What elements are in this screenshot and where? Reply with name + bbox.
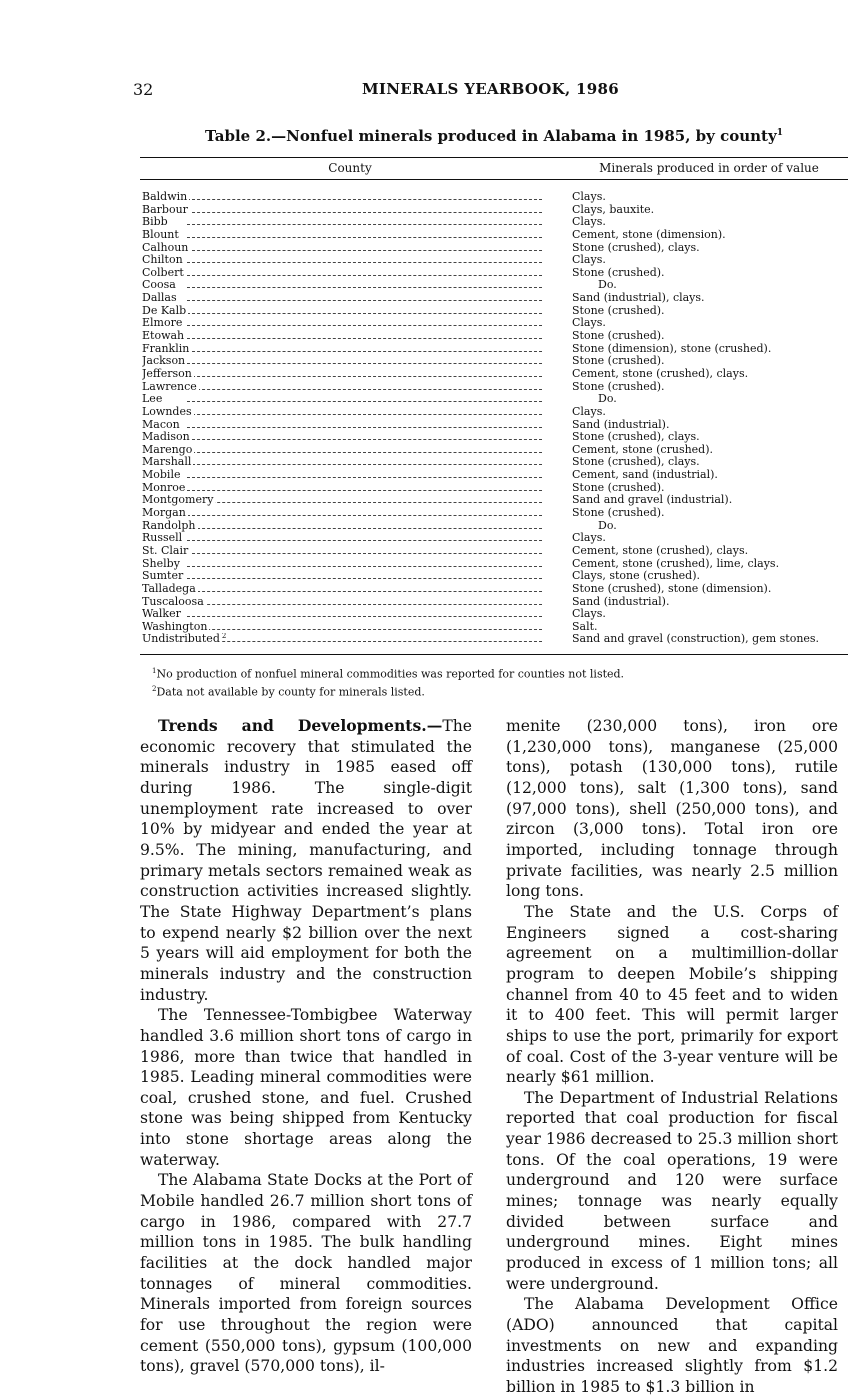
paragraph: The Department of Industrial Relations reported that coal production for fiscal year 1986 decreased to 25.3 million short tons. Of the coal operations, 19 were underground and 120 were surface mines; tonnage was nearly equally divided between surface and underground mines. Eight mines produced in excess of 1 million tons; all were underground.	[506, 1088, 838, 1293]
table-header-rule	[140, 179, 848, 180]
page-number: 32	[133, 80, 154, 99]
dot-leader	[187, 351, 542, 352]
county-name: Marengo	[142, 443, 193, 456]
minerals-cell: Clays.	[572, 607, 606, 621]
county-name: Lowndes	[142, 405, 192, 418]
county-name: Coosa	[142, 279, 176, 292]
table-row	[140, 267, 848, 280]
table-row	[140, 545, 848, 558]
county-name: Jefferson	[142, 367, 192, 380]
county-cell	[142, 583, 552, 596]
minerals-cell: Sand (industrial), clays.	[572, 291, 705, 305]
minerals-cell: Stone (dimension), stone (crushed).	[572, 341, 772, 355]
county-cell	[142, 444, 552, 457]
county-cell	[142, 279, 552, 292]
county-name: Mobile	[142, 469, 181, 482]
table-row	[140, 608, 848, 621]
minerals-cell: Clays.	[572, 316, 606, 330]
county-cell	[142, 330, 552, 343]
dot-leader	[187, 376, 542, 377]
dot-leader	[187, 616, 542, 617]
county-name: Talladega	[142, 582, 196, 595]
county-name: Jackson	[142, 355, 186, 368]
county-name: Lee	[142, 393, 163, 406]
county-cell	[142, 570, 552, 583]
county-name: Dallas	[142, 292, 177, 305]
table-row	[140, 633, 848, 646]
county-name: Morgan	[142, 507, 186, 520]
minerals-cell: Cement, stone (crushed).	[572, 442, 714, 456]
minerals-cell: Clays.	[572, 404, 606, 418]
county-name: St. Clair	[142, 544, 189, 557]
table-row	[140, 229, 848, 242]
page-header	[133, 80, 848, 102]
dot-leader	[187, 287, 542, 288]
county-cell	[142, 633, 552, 646]
county-name: Blount	[142, 228, 179, 241]
dot-leader	[187, 199, 542, 200]
minerals-cell: Sand and gravel (industrial).	[572, 493, 733, 507]
county-cell	[142, 191, 552, 204]
table-row	[140, 507, 848, 520]
county-name: Sumter	[142, 570, 184, 583]
county-name: Baldwin	[142, 191, 188, 203]
dot-leader	[187, 313, 542, 314]
dot-leader	[187, 528, 542, 529]
dot-leader	[187, 401, 542, 402]
minerals-cell: Clays.	[572, 190, 606, 203]
county-cell	[142, 381, 552, 394]
minerals-cell: Clays, bauxite.	[572, 202, 655, 216]
minerals-cell: Stone (crushed).	[572, 379, 665, 393]
paragraph: The Alabama Development Office (ADO) announced that capital investments on new and expanding industries increased slightly from $1.2 billion in 1985 to $1.3 billion in	[506, 1295, 838, 1396]
county-cell	[142, 507, 552, 520]
minerals-cell: Clays, stone (crushed).	[572, 569, 700, 583]
table-row	[140, 330, 848, 343]
minerals-cell: Stone (crushed), clays.	[572, 455, 700, 469]
county-cell	[142, 608, 552, 621]
minerals-cell: Cement, stone (dimension).	[572, 227, 726, 241]
paragraph: Trends and Developments.—The economic recovery that stimulated the minerals industry in 1985 eased off during 1986. The single-digit unemployment rate increased to over 10% by midyear and ended the year at 9.5%. The mining, manufacturing, and primary metals sectors remained weak as construction activities increased slightly. The State Highway Department’s plans to expend nearly $2 billion over the next 5 years will aid employment for both the minerals industry and the construction industry.	[140, 716, 472, 1004]
column-header-county: County	[328, 161, 372, 175]
table-row	[140, 431, 848, 444]
table-row	[140, 292, 848, 305]
paragraph: The State and the U.S. Corps of Engineers signed a cost-sharing agreement on a multimillion-dollar program to deepen Mobile’s shipping channel from 40 to 45 feet and to widen it to 400 feet. This will permit larger ships to use the port, primarily for export of coal. Cost of the 3-year venture will be nearly $61 million.	[506, 902, 838, 1087]
dot-leader	[187, 212, 542, 213]
county-cell	[142, 267, 552, 280]
county-name: Franklin	[142, 342, 190, 355]
dot-leader	[187, 591, 542, 592]
county-cell	[142, 431, 552, 444]
minerals-cell: Do.	[598, 278, 617, 292]
dot-leader	[187, 477, 542, 478]
dot-leader	[187, 641, 542, 642]
minerals-cell: Do.	[598, 518, 617, 532]
table-row	[140, 242, 848, 255]
minerals-cell: Clays.	[572, 253, 606, 267]
county-name: Madison	[142, 431, 190, 444]
dot-leader	[187, 566, 542, 567]
minerals-cell: Sand and gravel (construction), gem stones.	[572, 632, 820, 646]
county-cell	[142, 494, 552, 507]
county-name: Montgomery	[142, 494, 214, 507]
table-row	[140, 191, 848, 204]
dot-leader	[187, 237, 542, 238]
table-row	[140, 558, 848, 571]
minerals-cell: Cement, stone (crushed), clays.	[572, 543, 749, 557]
paragraph-continued: menite (230,000 tons), iron ore (1,230,000 tons), manganese (25,000 tons), potash (130,000 tons), rutile (12,000 tons), salt (1,300 tons), sand (97,000 tons), shell (250,000 tons), and zircon (3,000 tons). Total iron ore imported, including tonnage through private facilities, was nearly 2.5 million long tons.	[506, 717, 838, 901]
table-row	[140, 406, 848, 419]
dot-leader	[187, 250, 542, 251]
minerals-cell: Stone (crushed), clays.	[572, 430, 700, 444]
county-name: Lawrence	[142, 380, 197, 393]
table-row	[140, 381, 848, 394]
column-header-minerals: Minerals produced in order of value	[599, 161, 819, 175]
text-column-left	[140, 716, 472, 1377]
county-name: De Kalb	[142, 304, 187, 317]
footnote-1: $^1$No production of nonfuel mineral commodities was reported for counties not listed.	[152, 667, 625, 681]
county-cell	[142, 393, 552, 406]
dot-leader	[187, 300, 542, 301]
county-cell	[142, 406, 552, 419]
county-cell	[142, 216, 552, 229]
minerals-cell: Stone (crushed).	[572, 329, 665, 343]
county-cell	[142, 532, 552, 545]
minerals-cell: Stone (crushed).	[572, 354, 665, 368]
county-cell	[142, 254, 552, 267]
county-name: Undistributed	[142, 633, 220, 646]
table-row	[140, 305, 848, 318]
footnote-mark: 2	[221, 633, 227, 640]
dot-leader	[187, 389, 542, 390]
table-row	[140, 393, 848, 406]
county-cell	[142, 596, 552, 609]
running-title: MINERALS YEARBOOK, 1986	[362, 80, 619, 98]
county-name: Randolph	[142, 519, 196, 532]
county-cell	[142, 456, 552, 469]
county-name: Monroe	[142, 481, 186, 494]
footnote-mark: 1	[776, 128, 783, 138]
county-cell	[142, 482, 552, 495]
county-cell	[142, 242, 552, 255]
dot-leader	[187, 540, 542, 541]
county-name: Barbour	[142, 203, 188, 216]
county-cell	[142, 305, 552, 318]
dot-leader	[187, 338, 542, 339]
table-row	[140, 204, 848, 217]
county-cell	[142, 355, 552, 368]
minerals-cell: Sand (industrial).	[572, 594, 670, 608]
dot-leader	[187, 464, 542, 465]
minerals-cell: Cement, sand (industrial).	[572, 468, 718, 482]
minerals-cell: Stone (crushed).	[572, 480, 665, 494]
dot-leader	[187, 224, 542, 225]
table-row	[140, 583, 848, 596]
table-bottom-rule	[140, 654, 848, 655]
table-footnotes	[152, 664, 624, 699]
county-name: Etowah	[142, 330, 185, 343]
dot-leader	[187, 262, 542, 263]
county-cell	[142, 520, 552, 533]
table-row	[140, 419, 848, 432]
county-name: Bibb	[142, 216, 168, 229]
county-cell	[142, 558, 552, 571]
county-name: Marshall	[142, 456, 192, 469]
county-name: Tuscaloosa	[142, 595, 204, 608]
minerals-cell: Stone (crushed).	[572, 506, 665, 520]
dot-leader	[187, 629, 542, 630]
table-row	[140, 368, 848, 381]
text-column-right	[506, 716, 838, 1398]
minerals-cell: Sand (industrial).	[572, 417, 670, 431]
county-cell	[142, 343, 552, 356]
table-row	[140, 469, 848, 482]
county-cell	[142, 419, 552, 432]
county-cell	[142, 229, 552, 242]
minerals-cell: Stone (crushed).	[572, 303, 665, 317]
dot-leader	[187, 515, 542, 516]
county-cell	[142, 545, 552, 558]
county-cell	[142, 469, 552, 482]
county-name: Russell	[142, 532, 183, 545]
run-in-heading: Trends and Developments.—	[158, 716, 443, 735]
table-row	[140, 494, 848, 507]
dot-leader	[187, 325, 542, 326]
table-row	[140, 254, 848, 267]
minerals-cell: Stone (crushed), clays.	[572, 240, 700, 254]
dot-leader	[187, 452, 542, 453]
dot-leader	[187, 502, 542, 503]
dot-leader	[187, 578, 542, 579]
minerals-cell: Clays.	[572, 531, 606, 545]
minerals-cell: Stone (crushed).	[572, 265, 665, 279]
table-row	[140, 343, 848, 356]
county-cell	[142, 317, 552, 330]
table-row	[140, 520, 848, 533]
county-name: Macon	[142, 418, 180, 431]
dot-leader	[187, 604, 542, 605]
county-cell	[142, 204, 552, 217]
county-name: Washington	[142, 620, 208, 633]
minerals-cell: Salt.	[572, 619, 598, 633]
minerals-cell: Stone (crushed), stone (dimension).	[572, 581, 772, 595]
paragraph: The Alabama State Docks at the Port of Mobile handled 26.7 million short tons of cargo in 1986, compared with 27.7 million tons in 1985. The bulk handling facilities at the dock handled major tonnages of mineral commodities. Minerals imported from foreign sources for use throughout the region were cement (550,000 tons), gypsum (100,000 tons), gravel (570,000 tons), il-	[140, 1171, 472, 1376]
table-row	[140, 317, 848, 330]
county-name: Colbert	[142, 266, 184, 279]
county-name: Shelby	[142, 557, 180, 570]
dot-leader	[187, 439, 542, 440]
county-cell	[142, 368, 552, 381]
table-row	[140, 456, 848, 469]
minerals-cell: Cement, stone (crushed), clays.	[572, 366, 749, 380]
dot-leader	[187, 553, 542, 554]
county-name: Chilton	[142, 254, 183, 267]
table-body	[140, 191, 848, 646]
paragraph: The Tennessee-Tombigbee Waterway handled 3.6 million short tons of cargo in 1986, more than twice that handled in 1985. Leading mineral commodities were coal, crushed stone, and fuel. Crushed stone was being shipped from Kentucky into stone shortage areas along the waterway.	[140, 1006, 472, 1169]
county-name: Walker	[142, 608, 181, 621]
dot-leader	[187, 414, 542, 415]
dot-leader	[187, 275, 542, 276]
minerals-cell: Clays.	[572, 215, 606, 229]
dot-leader	[187, 490, 542, 491]
minerals-cell: Do.	[598, 392, 617, 406]
dot-leader	[187, 427, 542, 428]
county-cell	[142, 292, 552, 305]
table-row	[140, 596, 848, 609]
dot-leader	[187, 363, 542, 364]
table-row	[140, 482, 848, 495]
table-title: Table 2.—Nonfuel minerals produced in Alabama in 1985, by county$^1$	[205, 127, 783, 145]
county-cell	[142, 621, 552, 634]
table-row	[140, 216, 848, 229]
county-name: Elmore	[142, 317, 183, 330]
minerals-cell: Cement, stone (crushed), lime, clays.	[572, 556, 780, 570]
table-row	[140, 444, 848, 457]
table-row	[140, 279, 848, 292]
table-top-rule	[140, 157, 848, 158]
table-row	[140, 570, 848, 583]
footnote-2: $^2$Data not available by county for minerals listed.	[152, 684, 425, 699]
county-name: Calhoun	[142, 241, 189, 254]
